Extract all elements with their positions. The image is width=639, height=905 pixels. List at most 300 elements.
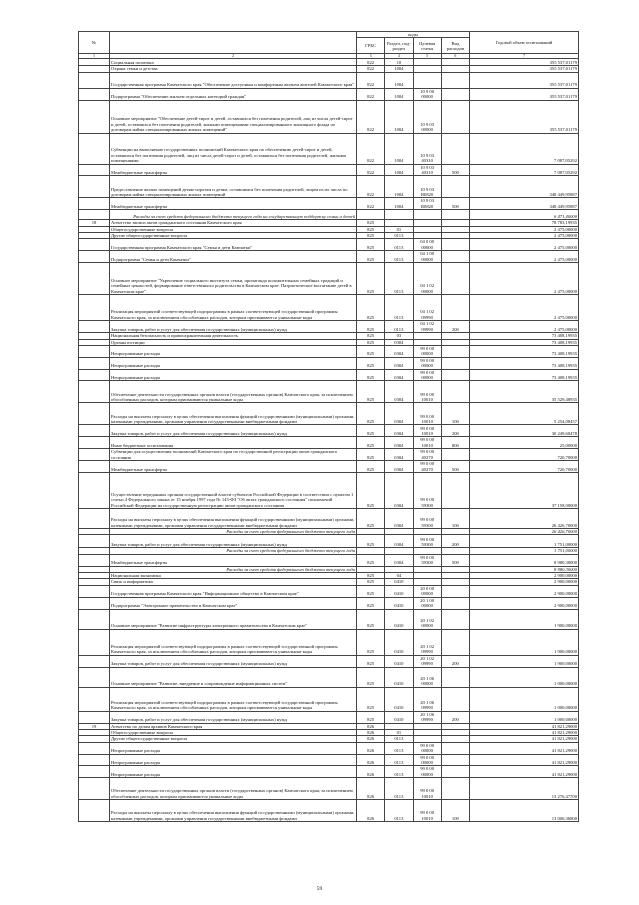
row-grbs: 822	[357, 100, 385, 133]
row-razdel: 0410	[385, 597, 413, 609]
row-razdel: 0410	[385, 667, 413, 687]
row-amount: 41 821,29000	[470, 730, 579, 736]
row-name: Непрограммные расходы	[110, 754, 357, 766]
row-csr: 04 1 02 09990	[413, 321, 441, 333]
row-csr: 04 0 00 00000	[413, 239, 441, 251]
row-grbs: 825	[357, 425, 385, 437]
row-razdel: 0410	[385, 711, 413, 723]
row-number	[79, 369, 110, 381]
table-row	[79, 742, 579, 754]
row-name: Другие общегосударственные вопросы	[110, 233, 357, 239]
row-grbs: 825	[357, 437, 385, 449]
row-grbs: 825	[357, 629, 385, 655]
row-name: Закупка товаров, работ и услуг для обеспечения государственных (муниципальных) нужд	[110, 321, 357, 333]
row-grbs: 826	[357, 800, 385, 822]
col-number-4: 4	[385, 54, 413, 59]
table-row	[79, 554, 579, 566]
row-csr: 99 0 00 00000	[413, 345, 441, 357]
row-razdel: 10	[385, 59, 413, 66]
table-row	[79, 655, 579, 667]
row-grbs: 825	[357, 357, 385, 369]
row-name: Государственная программа Камчатского края "Информационное общество в Камчатском крае"	[110, 585, 357, 597]
table-row	[79, 88, 579, 100]
row-vr: 100	[441, 800, 469, 822]
row-amount: 355 537,01179	[470, 72, 579, 88]
row-name: Реализация мероприятий соответствующей подпрограммы в рамках соответствующей государственной программы Камчатского края, за исключением обособленных расходов, которым присваиваются уникальные коды	[110, 629, 357, 655]
row-csr: 99 0 00 00000	[413, 742, 441, 754]
row-amount: 41 821,29000	[470, 723, 579, 729]
row-grbs: 825	[357, 461, 385, 473]
row-csr: 99 0 00 10010	[413, 778, 441, 800]
row-amount: 41 821,29000	[470, 742, 579, 754]
row-name: Непрограммные расходы	[110, 345, 357, 357]
row-razdel: 0410	[385, 579, 413, 585]
row-razdel: 01	[385, 226, 413, 232]
row-razdel: 0113	[385, 263, 413, 295]
row-number	[79, 295, 110, 321]
row-amount: 2 475,00000	[470, 233, 579, 239]
row-grbs	[357, 210, 385, 220]
budget-table	[78, 31, 579, 822]
table-row	[79, 766, 579, 778]
row-name: Межбюджетные трансферты	[110, 198, 357, 210]
row-razdel: 0304	[385, 357, 413, 369]
row-amount: 2 900,00000	[470, 585, 579, 597]
row-grbs: 825	[357, 472, 385, 508]
row-vr	[441, 629, 469, 655]
row-amount: 2 900,00000	[470, 573, 579, 579]
row-razdel: 0113	[385, 754, 413, 766]
row-number	[79, 629, 110, 655]
row-csr: 99 0 00 10010	[413, 403, 441, 425]
row-amount: 1 751,00000	[470, 535, 579, 548]
row-number	[79, 554, 110, 566]
row-number: 18	[79, 220, 110, 226]
row-vr	[441, 72, 469, 88]
row-vr	[441, 609, 469, 629]
table-row	[79, 369, 579, 381]
row-razdel: 1004	[385, 72, 413, 88]
row-vr	[441, 667, 469, 687]
row-number	[79, 711, 110, 723]
row-number	[79, 133, 110, 164]
row-number	[79, 742, 110, 754]
table-row	[79, 508, 579, 528]
row-name: Межбюджетные трансферты	[110, 461, 357, 473]
row-razdel: 1004	[385, 198, 413, 210]
row-csr: 99 0 00 10010	[413, 800, 441, 822]
row-amount: 720,70000	[470, 449, 579, 461]
row-razdel: 0410	[385, 655, 413, 667]
row-razdel: 0304	[385, 461, 413, 473]
row-name: Органы юстиции	[110, 339, 357, 345]
row-grbs: 825	[357, 251, 385, 263]
row-csr: 99 0 00 59300	[413, 554, 441, 566]
row-grbs: 825	[357, 369, 385, 381]
row-amount: 13 006,36800	[470, 800, 579, 822]
row-number	[79, 210, 110, 220]
row-grbs: 825	[357, 579, 385, 585]
table-row	[79, 59, 579, 66]
table-row	[79, 449, 579, 461]
row-csr: 10 9 03 00000	[413, 100, 441, 133]
row-vr: 100	[441, 508, 469, 528]
row-grbs: 822	[357, 88, 385, 100]
row-number	[79, 251, 110, 263]
row-vr	[441, 449, 469, 461]
row-amount: 720,70000	[470, 461, 579, 473]
row-vr	[441, 210, 469, 220]
row-csr: 20 0 00 00000	[413, 585, 441, 597]
table-row	[79, 251, 579, 263]
row-csr: 10 9 03 R0820	[413, 198, 441, 210]
row-number	[79, 345, 110, 357]
row-number	[79, 176, 110, 198]
row-name: Государственная программа Камчатского края "Обеспечение доступным и комфортным жильем жителей Камчатского края"	[110, 72, 357, 88]
row-razdel: 1004	[385, 66, 413, 72]
row-grbs: 825	[357, 239, 385, 251]
row-grbs: 825	[357, 508, 385, 528]
row-razdel: 1004	[385, 176, 413, 198]
row-name: Национальная безопасность и правоохранительная деятельность	[110, 333, 357, 339]
table-row	[79, 585, 579, 597]
row-grbs: 822	[357, 176, 385, 198]
row-grbs: 825	[357, 263, 385, 295]
row-amount: 1 000,00000	[470, 711, 579, 723]
row-name: Агентство по делам архивов Камчатского края	[110, 723, 357, 729]
table-row	[79, 176, 579, 198]
row-amount: 2 475,00000	[470, 295, 579, 321]
row-number	[79, 59, 110, 66]
row-number	[79, 449, 110, 461]
row-csr: 99 0 00 10010	[413, 425, 441, 437]
row-vr	[441, 345, 469, 357]
row-csr: 99 0 00 00000	[413, 766, 441, 778]
row-amount: 1 900,00000	[470, 655, 579, 667]
row-number	[79, 72, 110, 88]
row-name: Непрограммные расходы	[110, 369, 357, 381]
row-name: Расходы за счет средств федерального бюджета текущего года	[110, 528, 357, 534]
row-name: Агентство записи актов гражданского состояния Камчатского края	[110, 220, 357, 226]
table-row	[79, 778, 579, 800]
row-name: Закупка товаров, работ и услуг для обеспечения государственных (муниципальных) нужд	[110, 711, 357, 723]
col-header-amount: Годовой объем ассигнований	[470, 32, 579, 54]
row-razdel	[385, 210, 413, 220]
row-amount: 73 408,19935	[470, 369, 579, 381]
row-razdel: 0113	[385, 778, 413, 800]
row-csr: 20 1 02 09990	[413, 629, 441, 655]
col-header-vr: Вид расходов	[441, 38, 469, 54]
row-vr	[441, 100, 469, 133]
col-header-razdel: Раздел, под-раздел	[385, 38, 413, 54]
row-razdel: 1004	[385, 100, 413, 133]
row-grbs: 826	[357, 766, 385, 778]
row-vr	[441, 176, 469, 198]
row-amount: 355 537,01179	[470, 59, 579, 66]
row-razdel: 0410	[385, 585, 413, 597]
row-csr: 10 9 03 R0820	[413, 176, 441, 198]
row-amount: 30 249,60478	[470, 425, 579, 437]
row-grbs: 825	[357, 609, 385, 629]
row-name: Реализация мероприятий соответствующей подпрограммы в рамках соответствующей государственной программы Камчатского края, за исключением обособленных расходов, которым присваиваются уникальные коды	[110, 687, 357, 711]
row-amount: 35 529,48935	[470, 381, 579, 403]
col-header-grbs: ГРБС	[357, 38, 385, 54]
row-grbs: 825	[357, 687, 385, 711]
row-razdel: 0113	[385, 233, 413, 239]
row-csr: 99 0 00 59300	[413, 535, 441, 548]
row-name: Связь и информатика	[110, 579, 357, 585]
table-row	[79, 381, 579, 403]
table-row	[79, 472, 579, 508]
row-grbs: 826	[357, 736, 385, 742]
row-csr	[413, 72, 441, 88]
row-vr	[441, 754, 469, 766]
row-csr: 04 1 00 00000	[413, 251, 441, 263]
table-row	[79, 535, 579, 548]
row-name: Иные бюджетные ассигнования	[110, 437, 357, 449]
row-razdel: 1004	[385, 164, 413, 176]
row-grbs: 822	[357, 164, 385, 176]
row-number	[79, 425, 110, 437]
row-razdel: 0113	[385, 800, 413, 822]
row-razdel: 04	[385, 573, 413, 579]
row-vr	[441, 251, 469, 263]
row-vr	[441, 472, 469, 508]
row-razdel: 0304	[385, 437, 413, 449]
row-grbs: 825	[357, 381, 385, 403]
table-row	[79, 461, 579, 473]
col-number-3: 3	[357, 54, 385, 59]
row-name: Подпрограмма "Семья и дети Камчатки"	[110, 251, 357, 263]
table-row	[79, 711, 579, 723]
row-vr	[441, 766, 469, 778]
row-amount: 8 980,30000	[470, 566, 579, 572]
row-grbs: 822	[357, 72, 385, 88]
row-vr: 500	[441, 198, 469, 210]
row-grbs: 822	[357, 198, 385, 210]
row-number	[79, 403, 110, 425]
row-razdel: 03	[385, 333, 413, 339]
row-csr: 99 0 00 10010	[413, 381, 441, 403]
row-razdel: 0113	[385, 736, 413, 742]
row-razdel: 0113	[385, 251, 413, 263]
row-name: Национальная экономика	[110, 573, 357, 579]
row-csr: 10 9 03 40310	[413, 133, 441, 164]
row-name: Общегосударственные вопросы	[110, 226, 357, 232]
row-csr: 99 0 00 10010	[413, 437, 441, 449]
row-razdel: 0410	[385, 609, 413, 629]
row-grbs: 822	[357, 66, 385, 72]
row-name: Расходы на выплаты персоналу в целях обеспечения выполнения функций государственными (муниципальными) органами, казенными учреждениями, органами управления государственными внебюджетными фондами	[110, 800, 357, 822]
row-amount: 25,00000	[470, 437, 579, 449]
row-vr	[441, 585, 469, 597]
row-amount: 2 475,00000	[470, 251, 579, 263]
row-name: Межбюджетные трансферты	[110, 164, 357, 176]
row-number	[79, 778, 110, 800]
table-row	[79, 800, 579, 822]
row-amount: 41 821,29000	[470, 754, 579, 766]
row-number	[79, 437, 110, 449]
row-vr	[441, 295, 469, 321]
row-name: Расходы за счет средств федерального бюджета текущего года	[110, 566, 357, 572]
row-name: Реализация мероприятий соответствующей подпрограммы в рамках соответствующей государственной программы Камчатского края, за исключением обособленных расходов, которым присваиваются уникальные коды	[110, 295, 357, 321]
row-vr	[441, 369, 469, 381]
row-amount: 37 158,00000	[470, 472, 579, 508]
row-grbs: 826	[357, 730, 385, 736]
row-razdel: 0113	[385, 766, 413, 778]
col-header-name	[110, 32, 357, 54]
row-number	[79, 609, 110, 629]
row-number	[79, 597, 110, 609]
col-number-5: 5	[413, 54, 441, 59]
col-number-7: 7	[470, 54, 579, 59]
table-row	[79, 629, 579, 655]
row-amount: 2 900,00000	[470, 579, 579, 585]
row-amount: 1 751,00000	[470, 548, 579, 554]
row-amount: 2 475,00000	[470, 321, 579, 333]
row-csr: 20 1 06 09990	[413, 711, 441, 723]
row-razdel: 0304	[385, 425, 413, 437]
row-vr	[441, 597, 469, 609]
row-razdel: 0304	[385, 554, 413, 566]
row-razdel: 1004	[385, 133, 413, 164]
row-amount: 1 000,00000	[470, 687, 579, 711]
page-number: 59	[316, 886, 323, 892]
col-header-csr: Целевая статья	[413, 38, 441, 54]
row-number	[79, 88, 110, 100]
table-row	[79, 100, 579, 133]
table-row	[79, 263, 579, 295]
row-csr: 20 1 06 09990	[413, 687, 441, 711]
row-amount: 5 254,08457	[470, 403, 579, 425]
row-razdel: 0304	[385, 381, 413, 403]
row-name: Основное мероприятие "Развитие, внедрение и сопровождение информационных систем"	[110, 667, 357, 687]
table-row	[79, 425, 579, 437]
row-number	[79, 508, 110, 528]
row-amount: 2 475,00000	[470, 239, 579, 251]
table-row	[79, 164, 579, 176]
row-grbs: 825	[357, 667, 385, 687]
row-vr	[441, 381, 469, 403]
row-vr	[441, 88, 469, 100]
row-csr: 20 1 06 00000	[413, 667, 441, 687]
row-razdel: 0304	[385, 345, 413, 357]
row-number	[79, 263, 110, 295]
row-amount: 73 408,19935	[470, 339, 579, 345]
row-amount: 1 900,00000	[470, 609, 579, 629]
row-vr	[441, 778, 469, 800]
row-name: Расходы на выплаты персоналу в целях обеспечения выполнения функций государственными (муниципальными) органами, казенными учреждениями, органами управления государственными внебюджетными фондами	[110, 508, 357, 528]
row-grbs: 825	[357, 333, 385, 339]
row-number	[79, 461, 110, 473]
row-amount: 7 087,05292	[470, 133, 579, 164]
row-amount: 78 783,19935	[470, 220, 579, 226]
row-amount: 26 426,70000	[470, 528, 579, 534]
row-grbs: 825	[357, 403, 385, 425]
row-grbs: 825	[357, 597, 385, 609]
table-row	[79, 321, 579, 333]
row-csr: 99 0 00 40270	[413, 449, 441, 461]
row-grbs: 822	[357, 133, 385, 164]
row-grbs: 822	[357, 59, 385, 66]
row-csr: 10 9 00 00000	[413, 88, 441, 100]
row-grbs: 825	[357, 535, 385, 548]
row-csr: 10 9 03 40310	[413, 164, 441, 176]
row-csr	[413, 210, 441, 220]
row-razdel: 0113	[385, 742, 413, 754]
row-number	[79, 655, 110, 667]
col-number-6: 6	[441, 54, 469, 59]
row-amount: 1 900,00000	[470, 629, 579, 655]
row-amount: 7 087,05292	[470, 164, 579, 176]
row-vr: 200	[441, 321, 469, 333]
row-csr: 99 0 00 59300	[413, 472, 441, 508]
row-name: Социальная политика	[110, 59, 357, 66]
row-name: Субвенции на выполнение государственных полномочий Камчатского края по обеспечению детей-сирот и детей, оставшихся без попечения родителей, лиц из числа детей-сирот и детей, оставшихся без попечения родителей, жилыми помещениями	[110, 133, 357, 164]
table-row	[79, 295, 579, 321]
col-header-codes: коды	[357, 32, 470, 38]
table-row	[79, 597, 579, 609]
row-name: Основное мероприятие "Укрепление социального института семьи, пропаганда положительных семейных традиций и семейных ценностей, формирование ответственного родительства в Камчатском крае. Патриотическое воспитание детей в Камчатском крае"	[110, 263, 357, 295]
row-grbs: 825	[357, 554, 385, 566]
row-vr: 200	[441, 425, 469, 437]
table-row	[79, 667, 579, 687]
row-number	[79, 100, 110, 133]
row-name: Подпрограмма "Электронное правительство в Камчатском крае"	[110, 597, 357, 609]
row-amount: 2 475,00000	[470, 263, 579, 295]
row-grbs: 825	[357, 233, 385, 239]
row-number	[79, 766, 110, 778]
row-number	[79, 381, 110, 403]
row-amount: 355 537,01179	[470, 88, 579, 100]
row-name: Непрограммные расходы	[110, 766, 357, 778]
table-row	[79, 609, 579, 629]
table-row	[79, 437, 579, 449]
row-grbs: 825	[357, 220, 385, 226]
row-name: Межбюджетные трансферты	[110, 554, 357, 566]
row-grbs: 825	[357, 295, 385, 321]
row-vr: 200	[441, 535, 469, 548]
row-number	[79, 357, 110, 369]
row-name: Расходы за счет средств федерального бюджета текущего года	[110, 548, 357, 554]
row-razdel: 0304	[385, 449, 413, 461]
row-grbs: 826	[357, 754, 385, 766]
row-grbs: 825	[357, 321, 385, 333]
row-number	[79, 585, 110, 597]
row-vr: 800	[441, 437, 469, 449]
table-row	[79, 72, 579, 88]
row-number	[79, 754, 110, 766]
row-csr: 99 0 00 40270	[413, 461, 441, 473]
row-name: Государственная программа Камчатского края "Семья и дети Камчатки"	[110, 239, 357, 251]
row-name: Закупка товаров, работ и услуг для обеспечения государственных (муниципальных) нужд	[110, 425, 357, 437]
row-vr	[441, 687, 469, 711]
row-razdel: 0410	[385, 629, 413, 655]
row-name: Подпрограмма "Обеспечение жильем отдельных категорий граждан"	[110, 88, 357, 100]
row-amount: 26 426,70000	[470, 508, 579, 528]
row-razdel: 0304	[385, 403, 413, 425]
row-name: Обеспечение деятельности государственных органов власти (государственных органов) Камчатского края, за исключением обособленных расходов, которым присваиваются уникальные коды	[110, 778, 357, 800]
row-vr: 500	[441, 461, 469, 473]
row-name: Другие общегосударственные вопросы	[110, 736, 357, 742]
row-vr: 200	[441, 655, 469, 667]
row-name: Осуществление переданных органам государственной власти субъектов Российской Федерации в соответствии с пунктом 1 статьи 4 Федерального закона от 15 ноября 1997 года № 143-ФЗ "Об актах гражданского состояния" полномочий Российской Федерации на государственную регистрацию актов гражданского состояния	[110, 472, 357, 508]
row-number	[79, 535, 110, 548]
table-row	[79, 687, 579, 711]
row-name: Общегосударственные вопросы	[110, 730, 357, 736]
row-razdel: 0113	[385, 321, 413, 333]
row-vr	[441, 239, 469, 251]
